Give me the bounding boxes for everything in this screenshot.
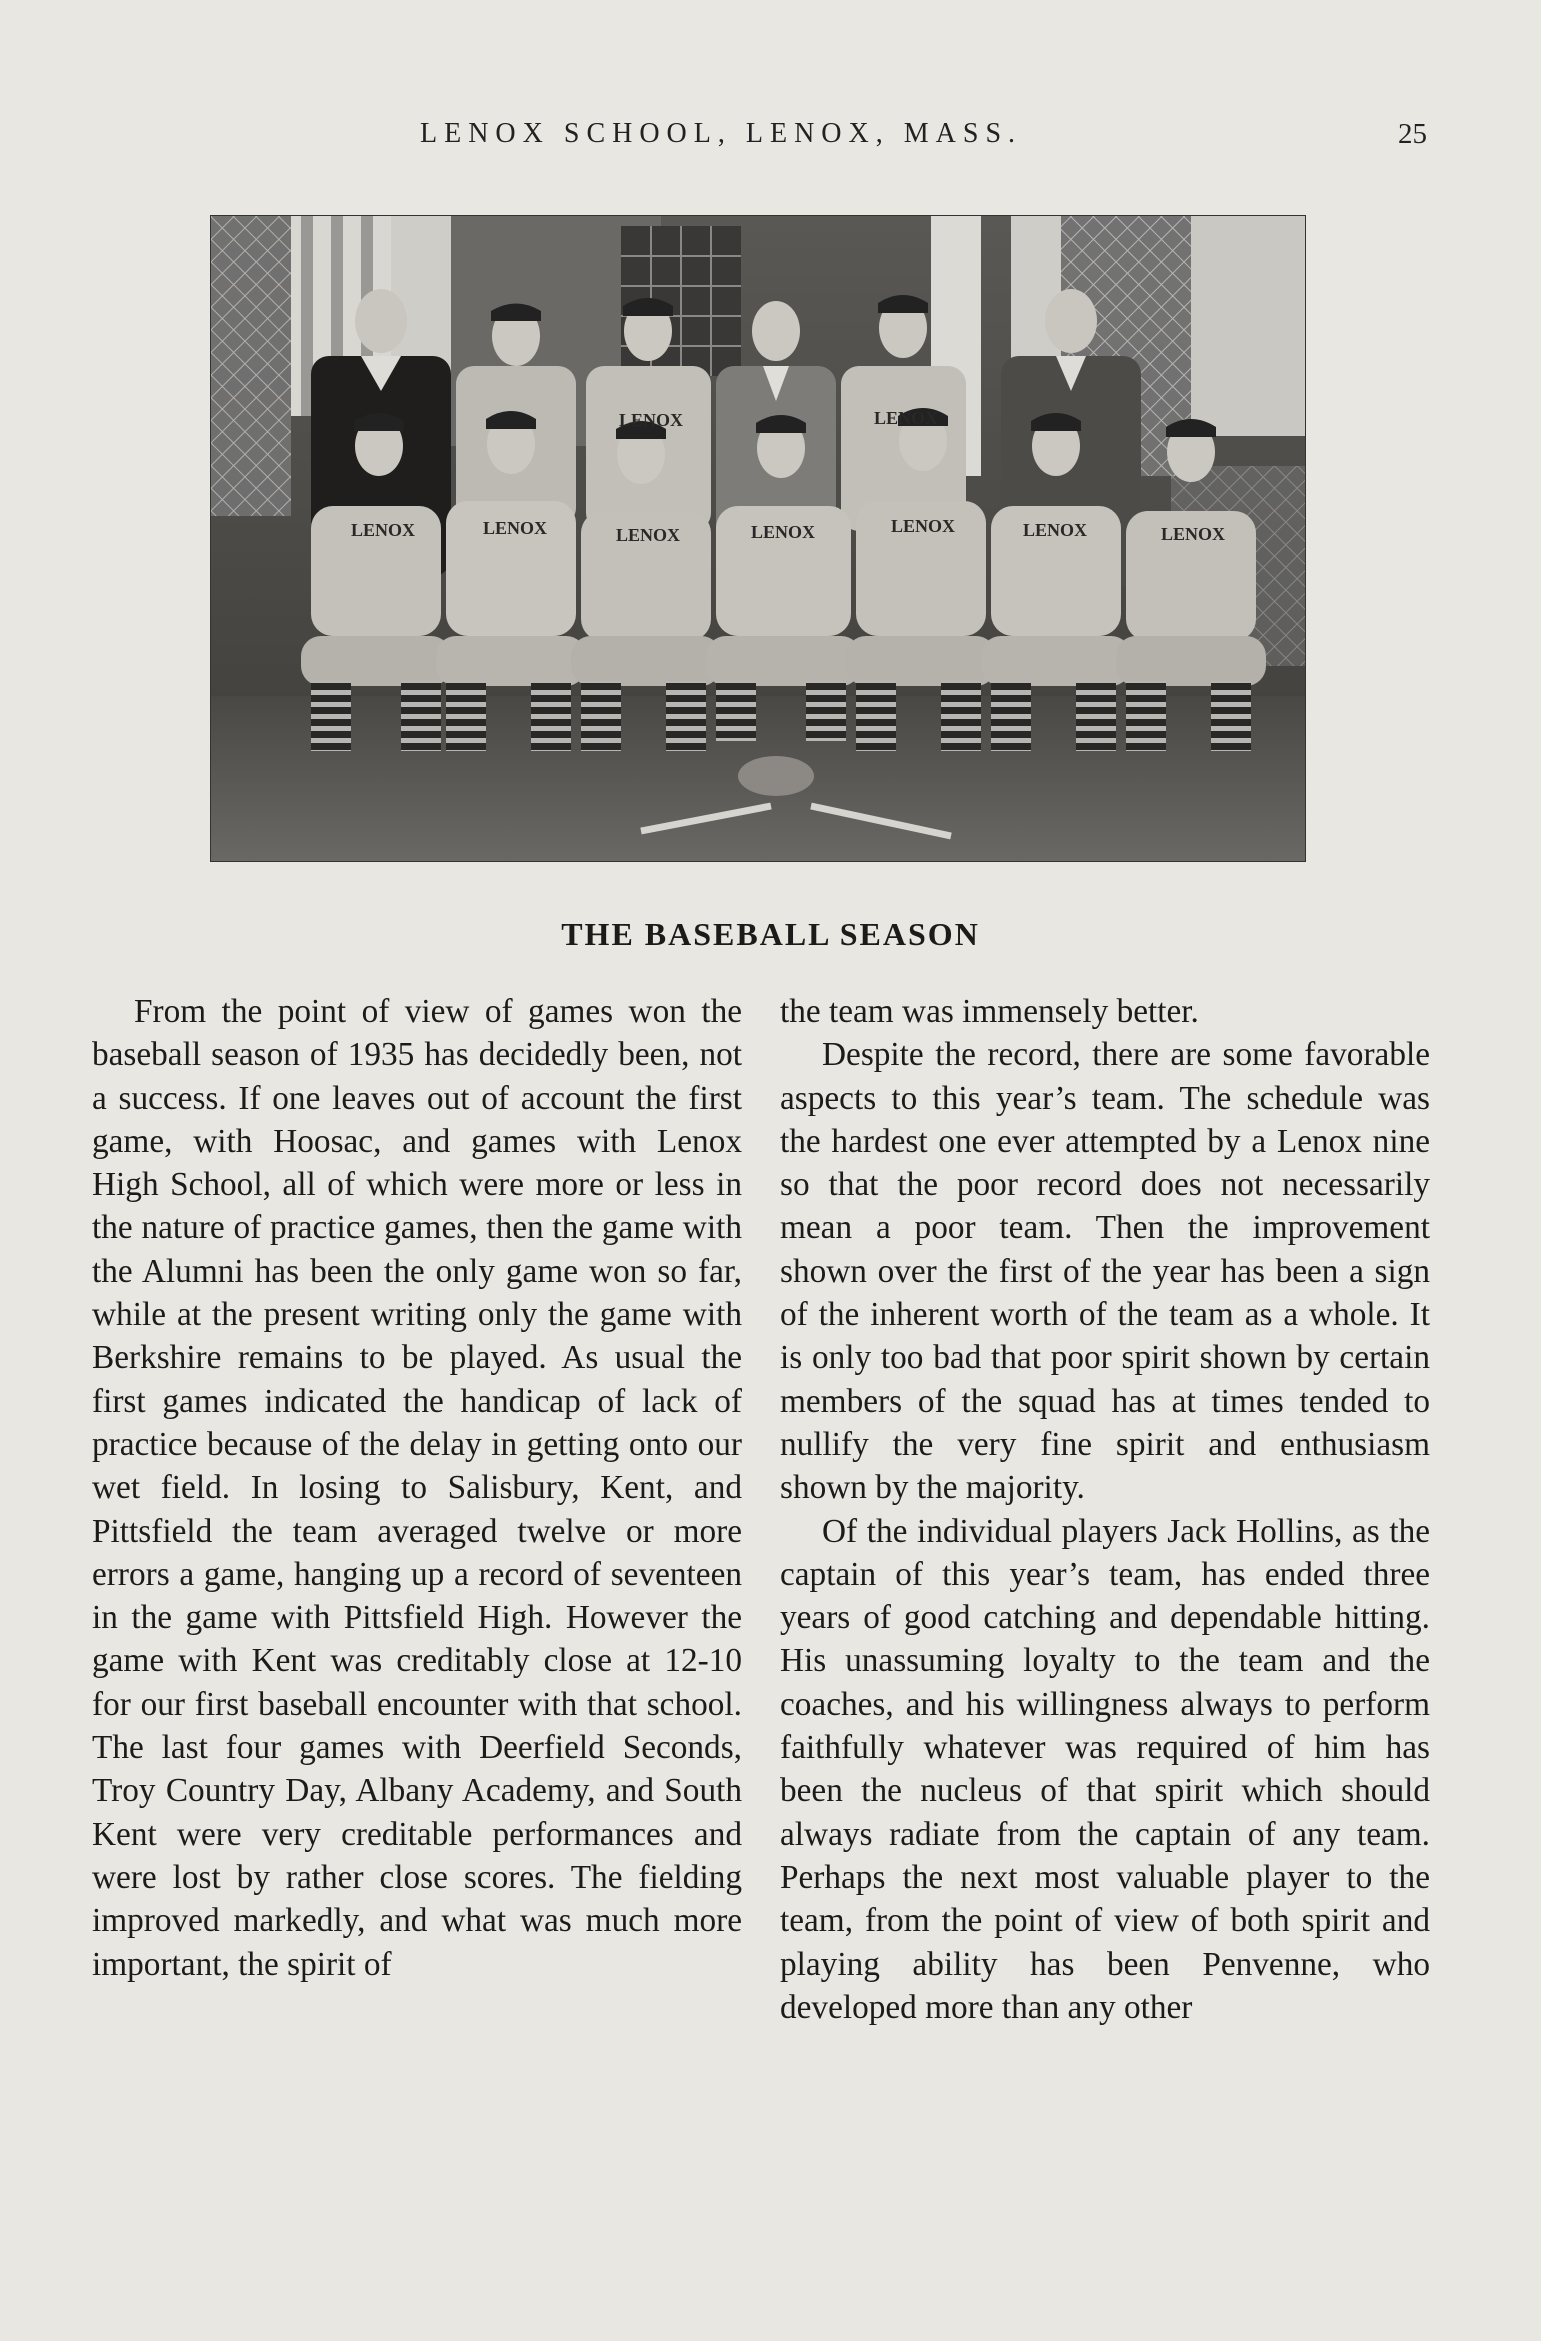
jersey-lettering: LENOX xyxy=(874,408,939,428)
jersey-lettering: LENOX xyxy=(751,522,816,542)
article-title: THE BASEBALL SEASON xyxy=(561,916,980,952)
team-photograph xyxy=(210,215,1306,862)
running-head: LENOX SCHOOL, LENOX, MASS. xyxy=(420,118,1023,149)
paragraph: the team was immensely better. xyxy=(780,993,1199,1030)
jersey-lettering: LENOX xyxy=(351,520,416,540)
right-column xyxy=(780,990,1430,2029)
baseball-glove xyxy=(738,756,814,796)
jersey-lettering: LENOX xyxy=(1161,524,1226,544)
jersey-lettering: LENOX xyxy=(619,410,684,430)
left-column xyxy=(92,990,742,1986)
jersey-lettering: LENOX xyxy=(891,516,956,536)
jersey-lettering: LENOX xyxy=(1023,520,1088,540)
page-number: 25 xyxy=(1398,118,1427,150)
paragraph: From the point of view of games won the baseball season of 1935 has decidedly been, not a success. If one leaves out of account the first game, with Hoosac, and games with Lenox High School, all of which were more or less in the nature of practice games, then the game with the Alumni has been the only game won so far, while at the present writing only the game with Berkshire remains to be played. As usual the first games indicated the handicap of lack of practice because of the delay in getting onto our wet field. In losing to Salisbury, Kent, and Pittsfield the team averaged twelve or more errors a game, hanging up a record of seventeen in the game with Pittsfield High. However the game with Kent was creditably close at 12-10 for our first baseball encounter with that school. The last four games with Deerfield Seconds, Troy Country Day, Albany Academy, and South Kent were very creditable performances and were lost by rather close scores. The fielding improved markedly, and what was much more important, the spirit of xyxy=(92,993,742,1983)
jersey-lettering: LENOX xyxy=(616,525,681,545)
paragraph: Despite the record, there are some favorable aspects to this year’s team. The schedule was the hardest one ever attempted by a Lenox nine so that the poor record does not necessarily mean a poor team. Then the improvement shown over the first of the year has been a sign of the inherent worth of the team as a whole. It is only too bad that poor spirit shown by certain members of the squad has at times tended to nullify the very fine spirit and enthusiasm shown by the majority. xyxy=(780,1036,1430,1507)
paragraph: Of the individual players Jack Hollins, as the captain of this year’s team, has ended three years of good catching and dependable hitting. His unassuming loyalty to the team and the coaches, and his willingness always to perform faithfully whatever was required of him has been the nucleus of that spirit which should always radiate from the captain of any team. Perhaps the next most valuable player to the team, from the point of view of both spirit and playing ability has been Penvenne, who developed more than any other xyxy=(780,1512,1430,2026)
jersey-lettering: LENOX xyxy=(483,518,548,538)
